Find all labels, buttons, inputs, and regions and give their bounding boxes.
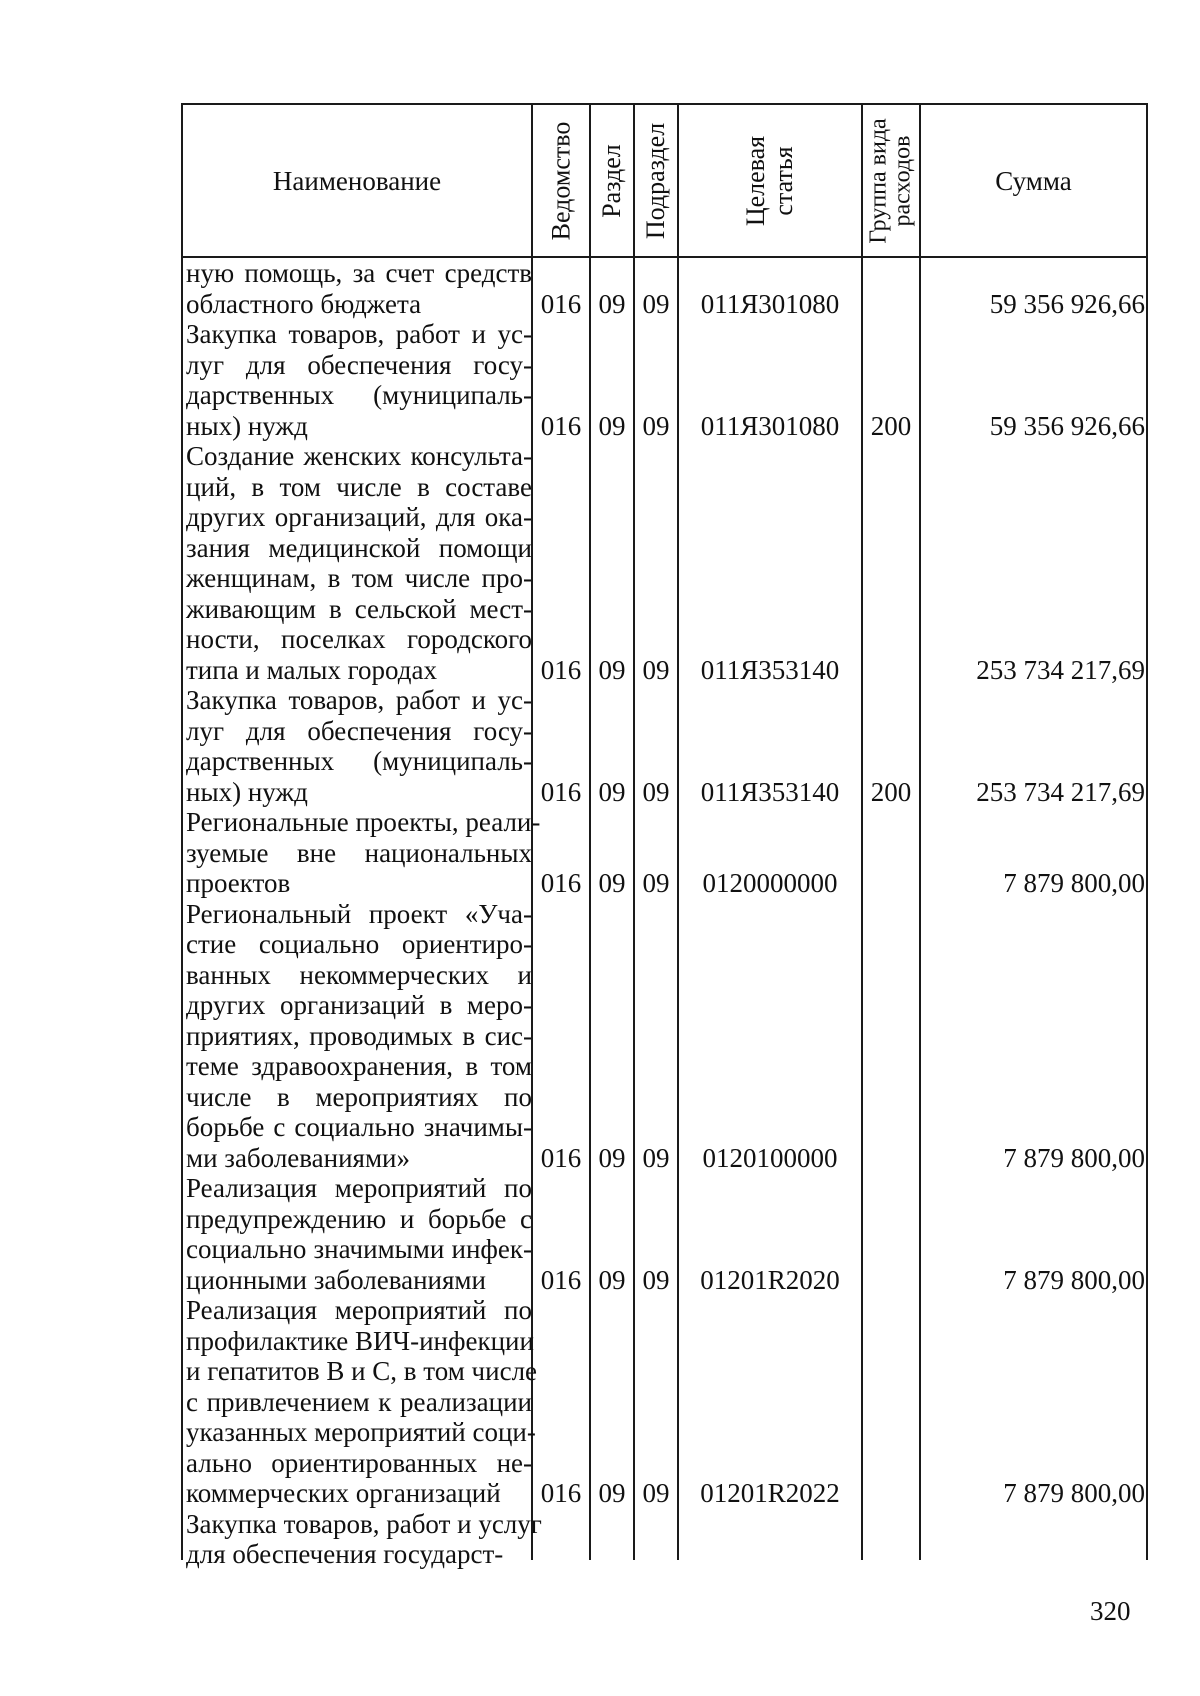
row-name-line: типа и малых городах (186, 654, 437, 685)
header-podrazdel (635, 105, 677, 256)
row-name-line: борьбе с социально значимы- (186, 1112, 532, 1142)
row-name-line: ную помощь, за счет средств (186, 258, 532, 288)
row-vedomstvo: 016 (540, 410, 582, 441)
row-celevaya: 01201R2020 (700, 1264, 840, 1295)
row-name-line: ми заболеваниями» (186, 1142, 411, 1173)
row-name-line: ций, в том числе в составе (186, 471, 532, 502)
row-vedomstvo: 016 (540, 868, 582, 898)
row-razdel: 09 (598, 1142, 626, 1173)
row-name-line: живающим в сельской мест- (186, 593, 532, 624)
row-gruppa: 200 (870, 776, 912, 807)
row-name-line: Закупка товаров, работ и услуг (186, 1508, 542, 1539)
row-name-line: указанных мероприятий соци- (186, 1417, 536, 1447)
header-summa (921, 105, 1146, 256)
row-name-line: Региональные проекты, реали- (186, 807, 541, 837)
header-vedomstvo-label: Ведомство (546, 121, 576, 240)
row-name-line: социально значимыми инфек- (186, 1234, 532, 1264)
row-celevaya: 011Я353140 (700, 776, 840, 807)
row-name (186, 685, 532, 807)
row-summa: 253 734 217,69 (976, 654, 1145, 685)
header-celevaya-line2: статья (768, 145, 798, 216)
header-gruppa (863, 105, 919, 256)
row-name-line: зуемые вне национальных (186, 837, 532, 868)
row-razdel: 09 (598, 654, 626, 685)
row-name-line: ных) нужд (186, 776, 308, 807)
header-razdel-label: Раздел (597, 143, 627, 218)
header-summa-label: Сумма (995, 165, 1072, 196)
row-name (186, 441, 532, 685)
row-razdel: 09 (598, 410, 626, 441)
row-name-line: зания медицинской помощи (186, 532, 532, 563)
row-name-line: дарственных (муниципаль- (186, 380, 532, 410)
row-name-line: проектов (186, 868, 291, 898)
row-name (186, 258, 532, 319)
row-name-line: Региональный проект «Уча- (186, 898, 532, 929)
header-razdel (591, 105, 633, 256)
row-name-line: стие социально ориентиро- (186, 929, 532, 959)
header-vedomstvo (533, 105, 589, 256)
row-name-line: дарственных (муниципаль- (186, 746, 532, 776)
row-name (186, 899, 532, 1174)
row-celevaya: 0120100000 (702, 1142, 838, 1173)
header-gruppa-label (867, 118, 915, 243)
row-summa: 7 879 800,00 (1003, 1478, 1145, 1508)
row-name (186, 1508, 542, 1570)
row-name-line: ционными заболеваниями (186, 1264, 486, 1295)
row-name-line: Закупка товаров, работ и ус- (186, 685, 532, 715)
row-name-line: и гепатитов В и С, в том числе (186, 1356, 538, 1386)
row-podrazdel: 09 (642, 410, 670, 441)
row-podrazdel: 09 (642, 868, 670, 898)
row-summa: 59 356 926,66 (989, 288, 1145, 319)
row-podrazdel: 09 (642, 776, 670, 807)
table-left-border (181, 103, 183, 1560)
header-celevaya (679, 105, 861, 256)
row-podrazdel: 09 (642, 654, 670, 685)
row-vedomstvo: 016 (540, 776, 582, 807)
row-razdel: 09 (598, 288, 626, 319)
col-divider-gruppa (861, 103, 863, 1560)
row-name-line: Реализация мероприятий по (186, 1295, 532, 1325)
row-name-line: для обеспечения государст- (186, 1539, 504, 1569)
row-name-line: ванных некоммерческих и (186, 959, 532, 990)
row-podrazdel: 09 (642, 288, 670, 319)
row-name-line: профилактике ВИЧ-инфекции (186, 1325, 534, 1356)
row-celevaya: 011Я301080 (700, 410, 840, 441)
row-celevaya: 011Я301080 (700, 288, 840, 319)
col-divider-celevaya (677, 103, 679, 1560)
col-divider-razdel (589, 103, 591, 1560)
row-celevaya: 011Я353140 (700, 654, 840, 685)
row-gruppa: 200 (870, 410, 912, 441)
header-name-label: Наименование (272, 165, 442, 196)
row-name-line: ности, поселках городского (186, 624, 532, 654)
table-right-border (1146, 103, 1148, 1560)
header-name (183, 105, 531, 256)
header-gruppa-line2: расходов (890, 135, 916, 226)
row-name-line: Создание женских консульта- (186, 441, 532, 471)
row-name (186, 807, 541, 899)
row-name-line: предупреждению и борьбе с (186, 1203, 532, 1234)
col-divider-summa (919, 103, 921, 1560)
row-name-line: других организаций в меро- (186, 990, 532, 1020)
row-name (186, 1295, 538, 1509)
row-name-line: ально ориентированных не- (186, 1447, 532, 1478)
row-vedomstvo: 016 (540, 288, 582, 319)
row-name-line: областного бюджета (186, 288, 422, 319)
row-name-line: ных) нужд (186, 410, 308, 441)
row-celevaya: 01201R2022 (700, 1478, 840, 1508)
row-name-line: луг для обеспечения госу- (186, 349, 532, 380)
row-razdel: 09 (598, 1478, 626, 1508)
row-summa: 59 356 926,66 (989, 410, 1145, 441)
row-vedomstvo: 016 (540, 1478, 582, 1508)
row-podrazdel: 09 (642, 1478, 670, 1508)
row-razdel: 09 (598, 1264, 626, 1295)
row-name-line: луг для обеспечения госу- (186, 715, 532, 746)
header-podrazdel-label: Подраздел (641, 122, 670, 239)
row-razdel: 09 (598, 776, 626, 807)
row-name-line: женщинам, в том числе про- (186, 563, 532, 593)
row-vedomstvo: 016 (540, 654, 582, 685)
row-name-line: числе в мероприятиях по (186, 1081, 532, 1112)
header-gruppa-line1: Группа вида (866, 117, 892, 244)
row-vedomstvo: 016 (540, 1142, 582, 1173)
row-vedomstvo: 016 (540, 1264, 582, 1295)
row-podrazdel: 09 (642, 1264, 670, 1295)
row-summa: 7 879 800,00 (1003, 1264, 1145, 1295)
page-number: 320 (1090, 1596, 1131, 1626)
row-summa: 7 879 800,00 (1003, 868, 1145, 898)
row-name-line: Закупка товаров, работ и ус- (186, 319, 532, 349)
row-name-line: теме здравоохранения, в том (186, 1051, 532, 1081)
row-podrazdel: 09 (642, 1142, 670, 1173)
row-name-line: приятиях, проводимых в сис- (186, 1020, 532, 1051)
row-name-line: Реализация мероприятий по (186, 1173, 532, 1203)
row-name-line: других организаций, для ока- (186, 502, 532, 532)
row-name-line: коммерческих организаций (186, 1478, 501, 1508)
header-celevaya-label (742, 135, 798, 225)
row-name-line: с привлечением к реализации (186, 1386, 532, 1417)
header-celevaya-line1: Целевая (740, 135, 770, 226)
row-name (186, 319, 532, 441)
row-name (186, 1173, 532, 1295)
col-divider-podrazdel (633, 103, 635, 1560)
row-celevaya: 0120000000 (702, 868, 838, 898)
row-summa: 253 734 217,69 (976, 776, 1145, 807)
row-summa: 7 879 800,00 (1003, 1142, 1145, 1173)
row-razdel: 09 (598, 868, 626, 898)
